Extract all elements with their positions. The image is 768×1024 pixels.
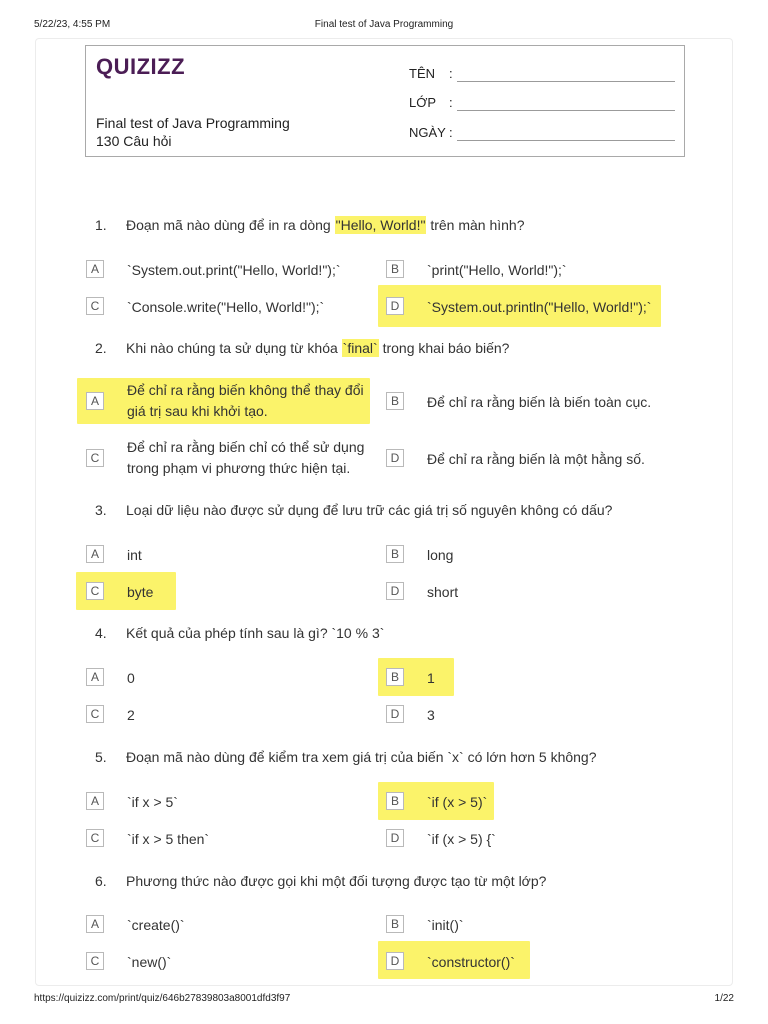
- option-letter: B: [386, 792, 404, 810]
- question-text: Đoạn mã nào dùng để kiểm tra xem giá trị của biến `x` có lớn hơn 5 không?: [126, 749, 597, 765]
- option-letter: C: [86, 952, 104, 970]
- question-number: 6.: [95, 873, 107, 889]
- question-number: 2.: [95, 340, 107, 356]
- quiz-title: Final test of Java Programming: [96, 115, 290, 131]
- question-text-after: trong khai báo biến?: [378, 340, 510, 356]
- question-1: [95, 217, 695, 237]
- option-text: `init()`: [427, 917, 464, 933]
- option-text: byte: [127, 584, 154, 600]
- option-text: Để chỉ ra rằng biến là một hằng số.: [427, 451, 645, 467]
- option-letter: A: [86, 392, 104, 410]
- print-header: [34, 19, 734, 33]
- question-text: [126, 217, 525, 233]
- option-letter: D: [386, 829, 404, 847]
- option-letter: D: [386, 582, 404, 600]
- option-text: `create()`: [127, 917, 185, 933]
- question-text-before: Khi nào chúng ta sử dụng từ khóa: [126, 340, 342, 356]
- question-text: [126, 340, 509, 356]
- option-text: `print("Hello, World!");`: [427, 262, 567, 278]
- option-text: `if (x > 5)`: [427, 794, 488, 810]
- option-text: 1: [427, 670, 435, 686]
- option-text: long: [427, 547, 454, 563]
- field-label: TÊN: [409, 66, 435, 81]
- option-text: Để chỉ ra rằng biến không thể thay đổi giá trị sau khi khởi tạo.: [127, 382, 364, 419]
- field-colon: :: [449, 66, 453, 81]
- question-text: Loại dữ liệu nào được sử dụng để lưu trữ các giá trị số nguyên không có dấu?: [126, 502, 613, 518]
- field-colon: :: [449, 95, 453, 110]
- option-text: `if (x > 5) {`: [427, 831, 496, 847]
- option-letter: B: [386, 915, 404, 933]
- option-text: `System.out.println("Hello, World!");`: [427, 299, 652, 315]
- question-text-before: Đoạn mã nào dùng để in ra dòng: [126, 217, 335, 233]
- field-colon: :: [449, 125, 453, 140]
- option-letter: D: [386, 952, 404, 970]
- option-text: 0: [127, 670, 135, 686]
- option-letter: A: [86, 668, 104, 686]
- question-number: 1.: [95, 217, 107, 233]
- question-5: [95, 749, 695, 769]
- option-text: Để chỉ ra rằng biến là biến toàn cục.: [427, 394, 652, 410]
- field-line: [457, 140, 675, 141]
- option-letter: D: [386, 705, 404, 723]
- field-label: LỚP: [409, 95, 437, 110]
- option-letter: A: [86, 915, 104, 933]
- option-letter: B: [386, 668, 404, 686]
- option-text: short: [427, 584, 459, 600]
- name-field: [409, 66, 679, 86]
- option-letter: D: [386, 449, 404, 467]
- quiz-info-box: [85, 45, 685, 157]
- question-highlight: `final`: [342, 340, 378, 356]
- option-letter: B: [386, 545, 404, 563]
- option-letter: A: [86, 260, 104, 278]
- field-line: [457, 110, 675, 111]
- option-text: `System.out.print("Hello, World!");`: [127, 262, 341, 278]
- option-text: `constructor()`: [427, 954, 515, 970]
- option-text: `if x > 5`: [127, 794, 178, 810]
- option-letter: D: [386, 297, 404, 315]
- option-letter: A: [86, 545, 104, 563]
- option-letter: B: [386, 392, 404, 410]
- question-number: 4.: [95, 625, 107, 641]
- field-line: [457, 81, 675, 82]
- print-footer: [34, 993, 734, 1007]
- question-6: [95, 873, 695, 893]
- option-text: Để chỉ ra rằng biến chỉ có thể sử dụng trong phạm vi phương thức hiện tại.: [127, 439, 365, 476]
- question-number: 3.: [95, 502, 107, 518]
- option-text: 3: [427, 707, 435, 723]
- option-text: `if x > 5 then`: [127, 831, 210, 847]
- option-letter: B: [386, 260, 404, 278]
- question-highlight: "Hello, World!": [335, 217, 426, 233]
- question-3: [95, 502, 695, 522]
- print-url[interactable]: https://quizizz.com/print/quiz/646b27839803a8001dfd3f97: [34, 993, 291, 1004]
- option-letter: C: [86, 705, 104, 723]
- question-text: Phương thức nào được gọi khi một đối tượng được tạo từ một lớp?: [126, 873, 547, 889]
- question-2: [95, 340, 695, 360]
- question-number: 5.: [95, 749, 107, 765]
- question-text-after: trên màn hình?: [426, 217, 525, 233]
- quizizz-logo: QUIZIZZ: [96, 54, 186, 79]
- question-4: [95, 625, 695, 645]
- option-letter: C: [86, 297, 104, 315]
- option-letter: C: [86, 829, 104, 847]
- option-text: `Console.write("Hello, World!");`: [127, 299, 325, 315]
- question-count: 130 Câu hỏi: [96, 133, 172, 149]
- option-letter: C: [86, 449, 104, 467]
- option-letter: A: [86, 792, 104, 810]
- page-number: 1/22: [714, 993, 734, 1004]
- field-label: NGÀY: [409, 125, 446, 140]
- option-text: int: [127, 547, 142, 563]
- option-letter: C: [86, 582, 104, 600]
- date-field: [409, 125, 679, 145]
- class-field: [409, 95, 679, 115]
- print-datetime: 5/22/23, 4:55 PM: [34, 19, 111, 30]
- print-doc-title: Final test of Java Programming: [314, 19, 454, 30]
- option-text: 2: [127, 707, 135, 723]
- option-text: `new()`: [127, 954, 172, 970]
- question-text: Kết quả của phép tính sau là gì? `10 % 3`: [126, 625, 385, 641]
